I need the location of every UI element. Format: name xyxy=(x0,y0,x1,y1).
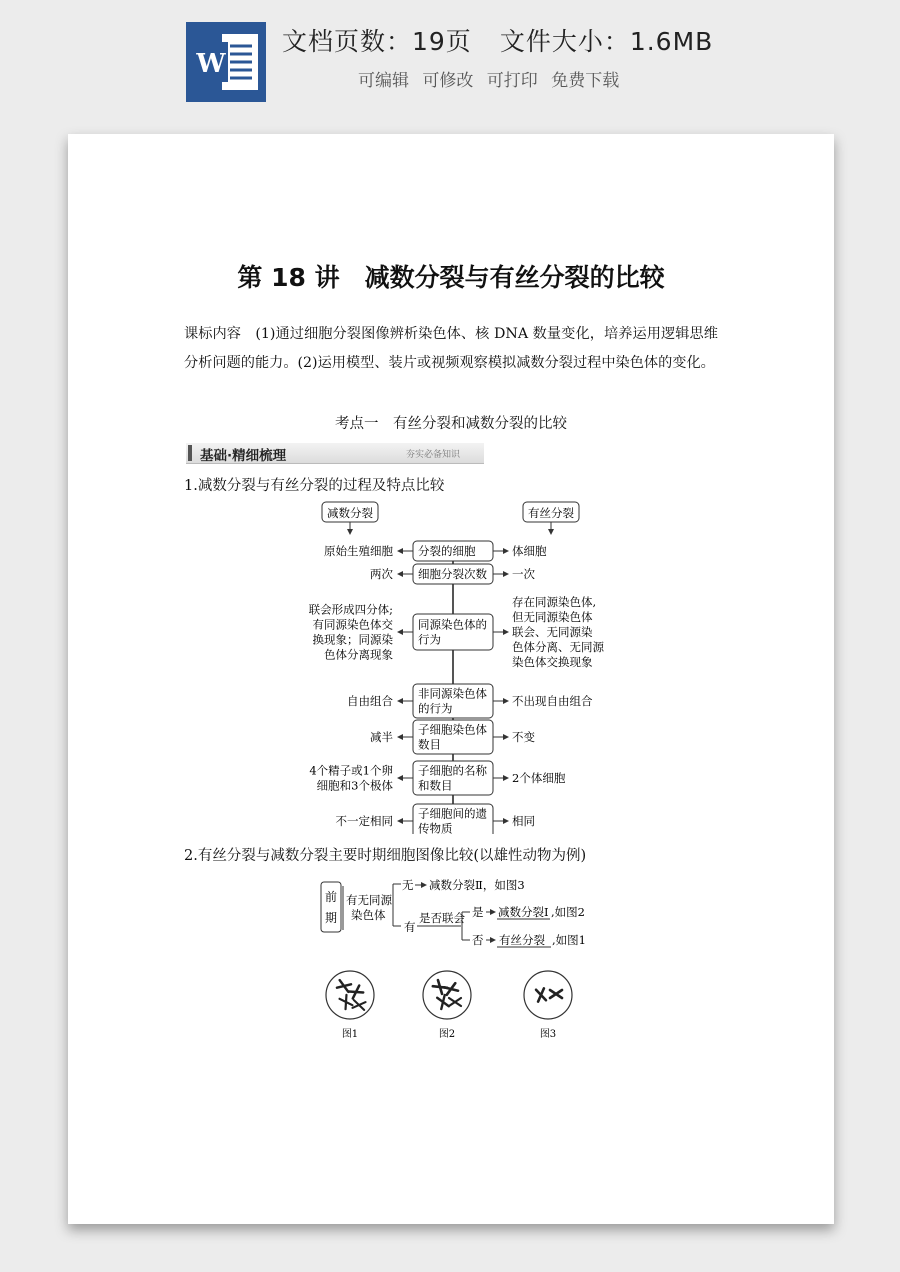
badge-label: 基础·精细梳理 xyxy=(200,448,287,464)
feature-label: 子细胞的名称 xyxy=(418,763,487,778)
mitosis-feature: 不变 xyxy=(512,730,535,744)
figure-label: 图3 xyxy=(539,1029,557,1040)
mitosis-feature: 色体分离、无同源 xyxy=(512,640,604,654)
banner-features: 可编辑 可修改 可打印 免费下载 xyxy=(358,71,620,91)
meiosis-feature: 细胞和3个极体 xyxy=(316,778,393,793)
intro-paragraph: 课标内容 (1)通过细胞分裂图像辨析染色体、核 DNA 数量变化，培养运用逻辑思维分析问题的能力。(2)运用模型、装片或视频观察模拟减数分裂过程中染色体的变化。 xyxy=(184,326,718,371)
word-icon xyxy=(186,22,266,102)
figure-ref: ,如图2 xyxy=(551,905,585,919)
section-heading: 考点一 有丝分裂和减数分裂的比较 xyxy=(335,416,567,432)
mitosis-feature: 不出现自由组合 xyxy=(512,694,593,708)
mitosis-feature: 联会、无同源染 xyxy=(512,625,593,639)
feature-label: 行为 xyxy=(418,632,441,647)
mitosis-feature: 但无同源染色体 xyxy=(512,610,593,624)
heading-comparison-process: 1.减数分裂与有丝分裂的过程及特点比较 xyxy=(184,478,445,494)
feature-label: 子细胞间的遗 xyxy=(418,806,487,821)
mitosis-feature: 存在同源染色体, xyxy=(512,595,597,609)
download-banner xyxy=(0,0,900,130)
branch-arrow xyxy=(490,909,496,915)
document-title: 第 18 讲 减数分裂与有丝分裂的比较 xyxy=(237,263,665,292)
branch-arrow xyxy=(490,937,496,943)
branch-yes-2: 是 xyxy=(472,905,484,919)
meiosis-feature: 色体分离现象 xyxy=(324,647,393,662)
feature-label: 的行为 xyxy=(418,701,453,716)
page-count: 文档页数：19页 xyxy=(282,27,472,56)
phase-label: 期 xyxy=(324,911,338,925)
figure-label: 图2 xyxy=(438,1029,456,1040)
result-mitosis: 有丝分裂 xyxy=(499,933,545,947)
badge-tag: 夯实必备知识 xyxy=(406,450,461,460)
decision-tree xyxy=(68,134,834,1134)
meiosis-feature: 自由组合 xyxy=(347,694,393,708)
meiosis-feature: 换现象；同源染 xyxy=(312,632,393,647)
meiosis-feature: 4个精子或1个卵 xyxy=(309,763,393,778)
mitosis-feature: 相同 xyxy=(512,814,535,828)
meiosis-feature: 原始生殖细胞 xyxy=(324,544,393,558)
branch-yes: 有 xyxy=(404,920,416,934)
branch-arrow xyxy=(421,882,427,888)
phase-label: 前 xyxy=(324,890,338,904)
meiosis-feature: 联会形成四分体; xyxy=(308,602,393,617)
result-meiosis-1: 减数分裂Ⅰ xyxy=(498,905,549,919)
svg-text:W: W xyxy=(196,49,226,79)
feature-label: 传物质 xyxy=(418,821,453,834)
feature-label: 数目 xyxy=(418,737,441,752)
feature-label: 细胞分裂次数 xyxy=(418,567,487,581)
cell-circle xyxy=(326,971,374,1019)
feature-label: 非同源染色体 xyxy=(418,686,487,701)
question-label: 染色体 xyxy=(351,908,386,922)
meiosis-feature: 有同源染色体交 xyxy=(312,617,393,632)
feature-label: 同源染色体的 xyxy=(418,617,487,632)
meiosis-feature: 减半 xyxy=(370,730,393,744)
mitosis-feature: 体细胞 xyxy=(512,544,547,558)
mitosis-feature: 染色体交换现象 xyxy=(512,655,593,669)
header-meiosis: 减数分裂 xyxy=(327,506,373,520)
file-size: 文件大小：1.6MB xyxy=(499,27,714,56)
mitosis-feature: 2个体细胞 xyxy=(512,771,566,785)
branch-no-2: 否 xyxy=(472,933,484,947)
meiosis-feature: 两次 xyxy=(370,567,393,581)
synapsis-label: 是否联会 xyxy=(419,911,465,925)
feature-label: 分裂的细胞 xyxy=(418,544,476,558)
feature-label: 和数目 xyxy=(418,778,453,793)
branch-no: 无 xyxy=(402,878,414,892)
banner-title xyxy=(282,22,713,58)
mitosis-feature: 一次 xyxy=(512,567,535,581)
document-page xyxy=(68,134,834,1224)
question-label: 有无同源 xyxy=(346,893,392,907)
heading-comparison-images: 2.有丝分裂与减数分裂主要时期细胞图像比较(以雄性动物为例) xyxy=(184,848,587,864)
header-mitosis: 有丝分裂 xyxy=(528,506,574,520)
cell-circle xyxy=(524,971,572,1019)
meiosis-feature: 不一定相同 xyxy=(335,814,393,828)
figure-ref: ,如图1 xyxy=(552,933,586,947)
figure-label: 图1 xyxy=(341,1029,359,1040)
result-meiosis-2: 减数分裂Ⅱ，如图3 xyxy=(429,878,525,892)
feature-label: 子细胞染色体 xyxy=(418,722,487,737)
